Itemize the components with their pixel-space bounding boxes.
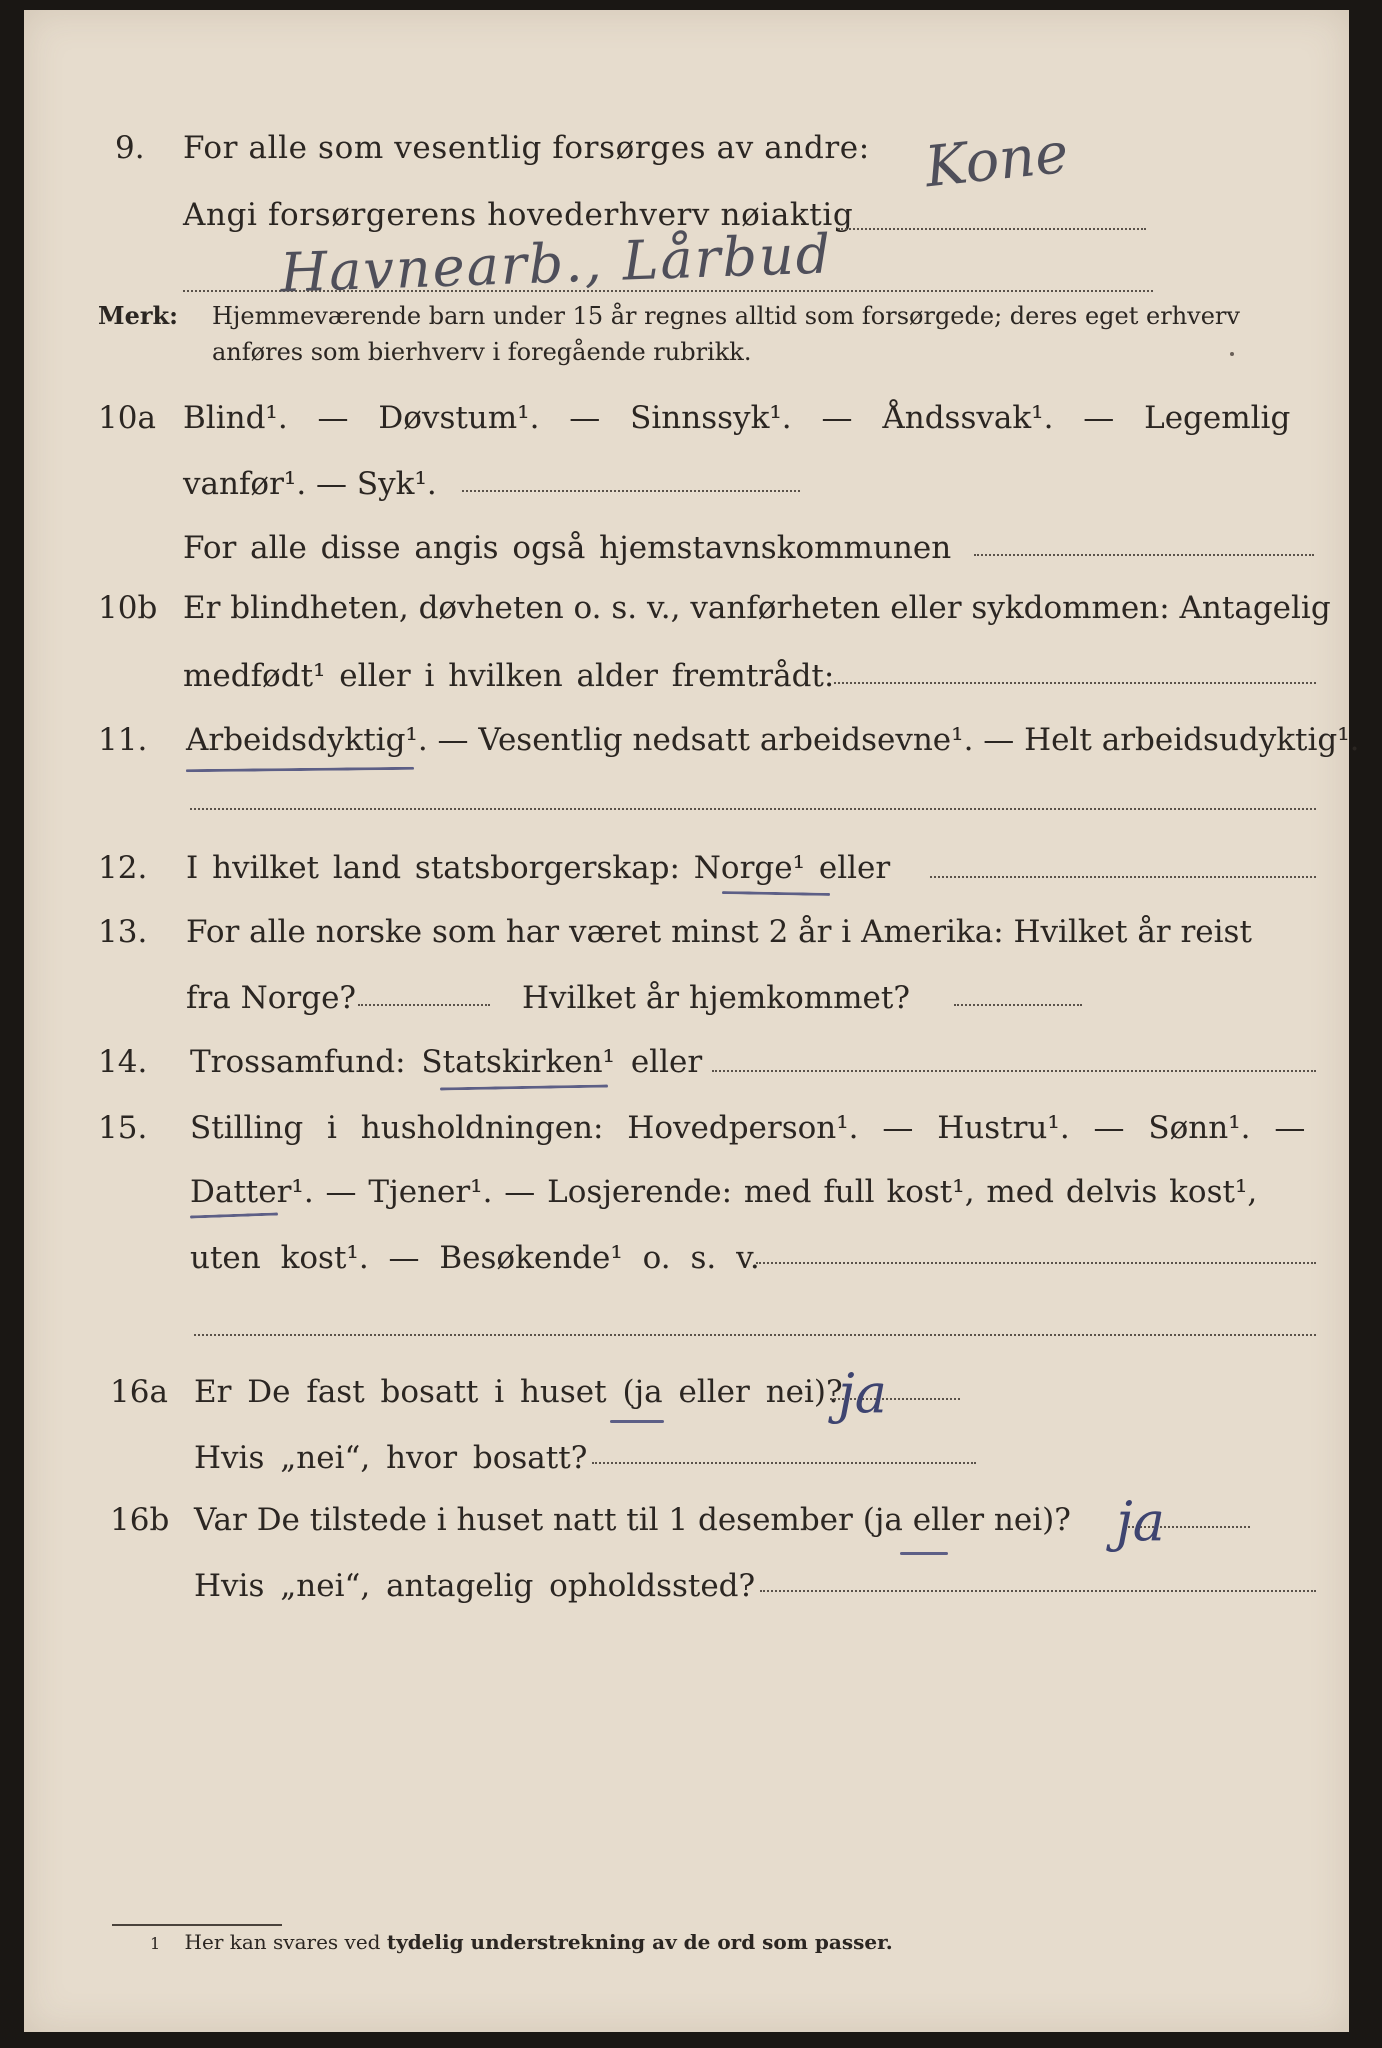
q10b-text1: Er blindheten, døvheten o. s. v., vanførheten eller sykdommen: Antagelig [183, 590, 1331, 626]
q13-return-field [954, 1004, 1082, 1006]
footnote-emphasis: tydelig understrekning av de ord som passer. [386, 1930, 893, 1954]
q15-text2: Datter¹. — Tjener¹. — Losjerende: med full kost¹, med delvis kost¹, [190, 1174, 1258, 1210]
q10a-sick-field [462, 490, 800, 492]
q9-answer-provider: Kone [921, 120, 1072, 201]
q13-text2a: fra Norge? [186, 980, 357, 1016]
q10b-number: 10b [98, 590, 158, 626]
q12-country-field [930, 876, 1316, 878]
q16a-number: 16a [110, 1374, 168, 1410]
footnote-text: Her kan svares ved [184, 1930, 381, 1954]
q10b-text2: medfødt¹ eller i hvilken alder fremtrådt: [183, 658, 835, 694]
q16a-answer: ja [838, 1362, 887, 1425]
q13-text2b: Hvilket år hjemkommet? [522, 980, 910, 1016]
merk-label: Merk: [98, 301, 178, 330]
q13-departure-field [358, 1004, 490, 1006]
q10a-text1: Blind¹. — Døvstum¹. — Sinnssyk¹. — Åndssvak¹. — Legemlig [183, 400, 1291, 436]
q16b-number: 16b [110, 1502, 170, 1538]
footnote-rule [112, 1924, 282, 1926]
q12-text1: I hvilket land statsborgerskap: Norge¹ eller [186, 850, 891, 886]
footnote-mark: 1 [150, 1934, 161, 1953]
q10a-number: 10a [98, 400, 156, 436]
q13-text1: For alle norske som har været minst 2 år i Amerika: Hvilket år reist [186, 914, 1252, 950]
q11-text1: Arbeidsdyktig¹. — Vesentlig nedsatt arbeidsevne¹. — Helt arbeidsudyktig¹. [186, 722, 1360, 758]
q11-extra-field [190, 808, 1316, 810]
q15-number: 15. [98, 1110, 148, 1146]
q9-answer-line1 [838, 228, 1146, 230]
q16b-text2: Hvis „nei“, antagelig opholdssted? [194, 1568, 756, 1604]
q10a-municipality-field [974, 554, 1314, 556]
merk-text2: anføres som bierhverv i foregående rubrikk. [212, 338, 752, 366]
q12-number: 12. [98, 850, 148, 886]
q16a-underline-ja [610, 1420, 664, 1423]
q16b-answer: ja [1116, 1490, 1165, 1553]
q16b-whereabouts-field [760, 1590, 1316, 1592]
q14-religion-field [712, 1070, 1316, 1072]
q16a-text2: Hvis „nei“, hvor bosatt? [194, 1440, 588, 1476]
q9-text2: Angi forsørgerens hovederhverv nøiaktig [183, 197, 854, 233]
q16a-text1: Er De fast bosatt i huset (ja eller nei)? [194, 1374, 843, 1410]
q16a-residence-field [592, 1462, 976, 1464]
q9-number: 9. [115, 130, 145, 166]
merk-text1: Hjemmeværende barn under 15 år regnes alltid som forsørgede; deres eget erhverv [212, 302, 1240, 330]
q11-number: 11. [98, 722, 148, 758]
q14-number: 14. [98, 1044, 148, 1080]
q9-text1: For alle som vesentlig forsørges av andre: [183, 130, 870, 166]
q10a-text3: For alle disse angis også hjemstavnskommunen [183, 530, 952, 566]
q16b-text1: Var De tilstede i huset natt til 1 desember (ja eller nei)? [194, 1502, 1071, 1538]
q15-extra-field [194, 1334, 1316, 1336]
footnote [150, 1930, 893, 1954]
q14-text1: Trossamfund: Statskirken¹ eller [190, 1044, 703, 1080]
q15-text3: uten kost¹. — Besøkende¹ o. s. v. [190, 1240, 760, 1276]
q15-position-field [756, 1262, 1316, 1264]
q10a-text2: vanfør¹. — Syk¹. [183, 466, 437, 502]
q10b-age-field [834, 682, 1316, 684]
q13-number: 13. [98, 914, 148, 950]
q16b-underline-ja [900, 1552, 948, 1555]
q9-answer-occupation: Havnearb., Lårbud [279, 222, 834, 305]
paper-speck [1230, 352, 1234, 356]
q15-text1: Stilling i husholdningen: Hovedperson¹. — Hustru¹. — Sønn¹. — [190, 1110, 1306, 1146]
